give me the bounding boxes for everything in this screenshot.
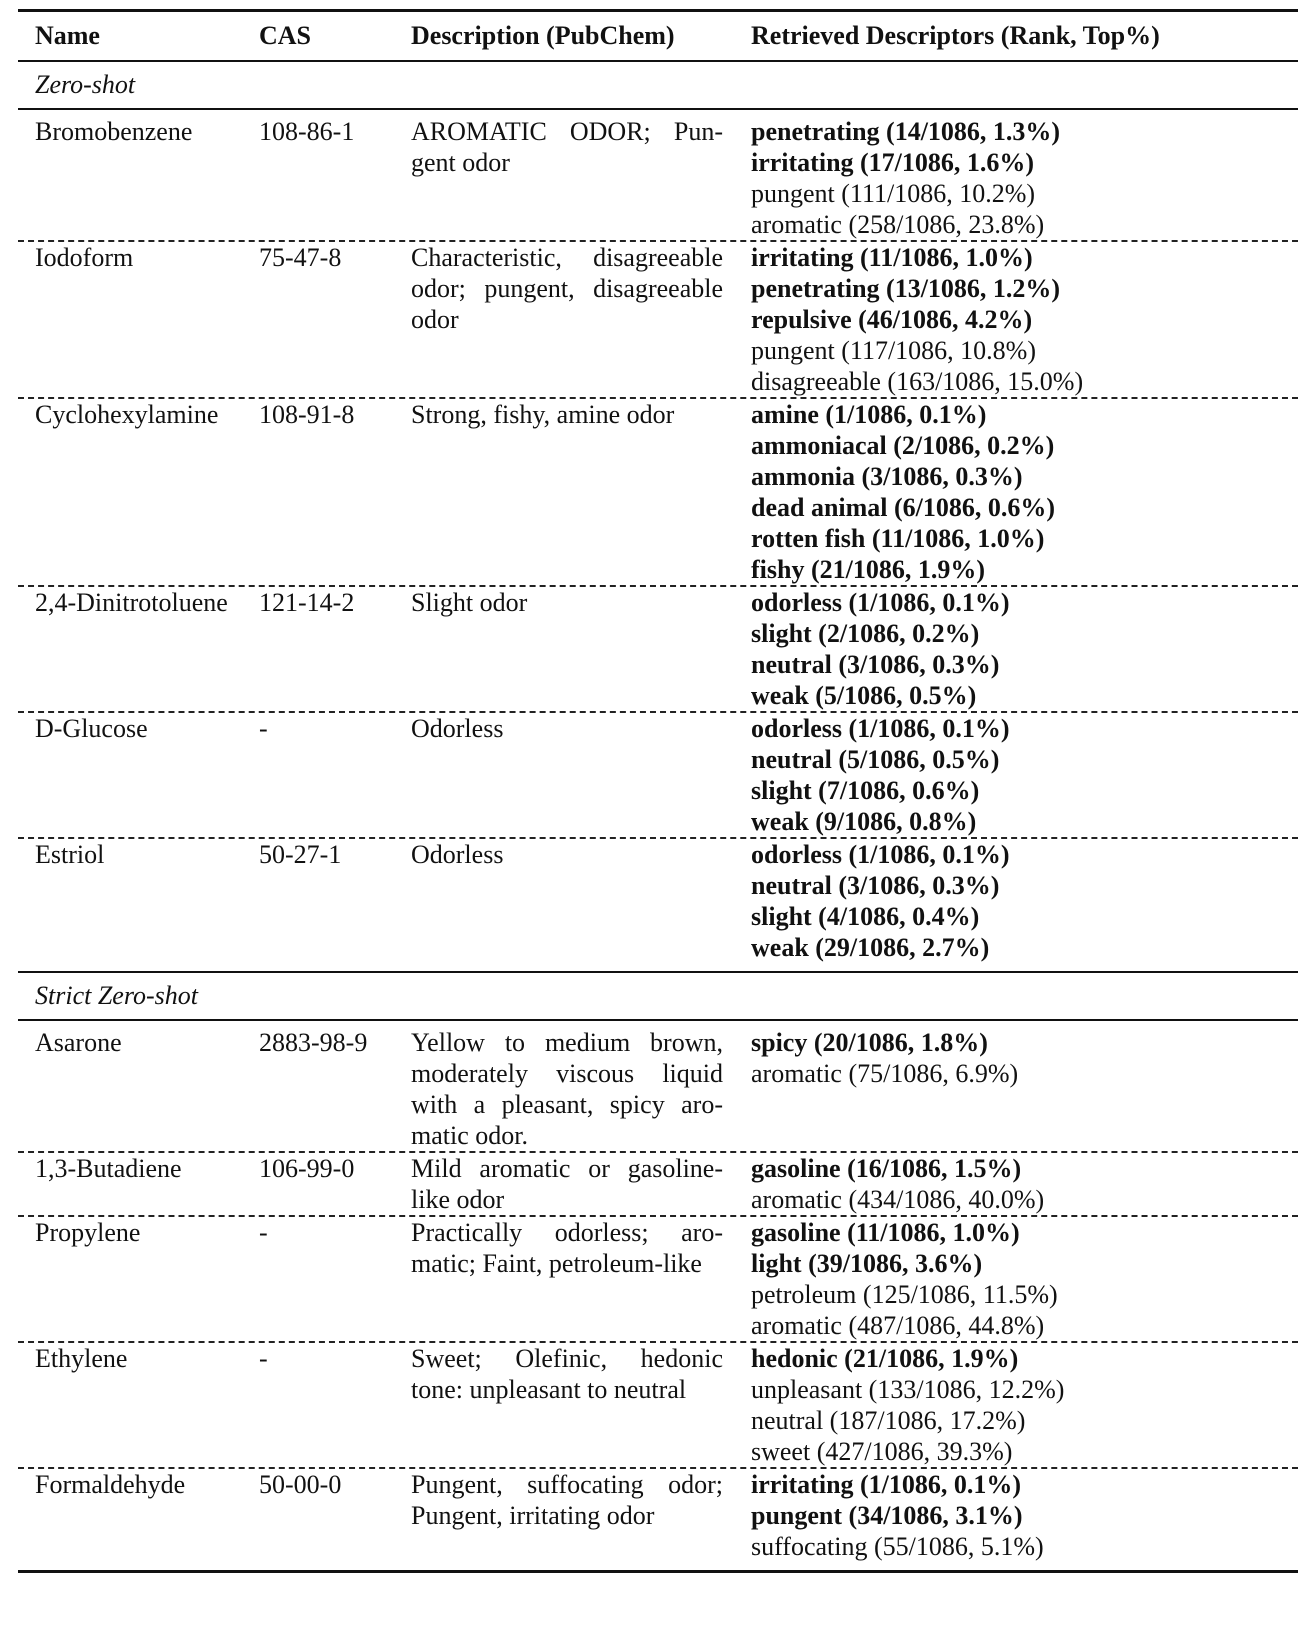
retrieved-descriptors [751,399,1298,585]
retrieved-descriptors [751,713,1298,837]
header-description: Description (PubChem) [411,21,675,50]
description-line: Characteristic, disagreeable [411,243,723,272]
descriptor-highlighted: penetrating (13/1086, 1.2%) [751,274,1061,303]
cas-number: 106-99-0 [259,1154,355,1183]
description-line: Slight odor [411,588,528,617]
descriptor: aromatic (487/1086, 44.8%) [751,1311,1045,1340]
description-line: gent odor [411,148,510,177]
cas-number: 108-91-8 [259,400,355,429]
cas-number: 108-86-1 [259,117,355,146]
compound-name: Propylene [35,1218,141,1247]
bottom-rule [18,1570,1298,1573]
descriptor-highlighted: neutral (3/1086, 0.3%) [751,650,1000,679]
retrieved-descriptors [751,1217,1298,1341]
descriptor: aromatic (434/1086, 40.0%) [751,1185,1045,1214]
compound-name: Iodoform [35,243,134,272]
description-line: moderately viscous liquid [411,1059,723,1088]
table-row [18,1215,1298,1341]
retrieved-descriptors [751,839,1298,963]
description [411,1343,751,1467]
description-line: Odorless [411,714,504,743]
table-row [18,837,1298,963]
description-line: odor; pungent, disagreeable [411,274,723,303]
table-row [18,397,1298,585]
descriptor: aromatic (75/1086, 6.9%) [751,1059,1019,1088]
description-line: like odor [411,1185,505,1214]
description-line: odor [411,305,459,334]
table-row [18,1341,1298,1467]
descriptor: aromatic (258/1086, 23.8%) [751,210,1045,239]
descriptor-highlighted: light (39/1086, 3.6%) [751,1249,983,1278]
descriptor-highlighted: slight (7/1086, 0.6%) [751,776,980,805]
table-row [18,110,1298,240]
descriptor-highlighted: odorless (1/1086, 0.1%) [751,714,1010,743]
compound-name: 2,4-Dinitrotoluene [35,588,228,617]
compound-name: Ethylene [35,1344,128,1373]
description [411,1217,751,1341]
descriptor-highlighted: irritating (1/1086, 0.1%) [751,1470,1022,1499]
descriptor: pungent (117/1086, 10.8%) [751,336,1036,365]
compound-name: 1,3-Butadiene [35,1154,182,1183]
descriptor-highlighted: pungent (34/1086, 3.1%) [751,1501,1023,1530]
descriptor-highlighted: spicy (20/1086, 1.8%) [751,1028,988,1057]
section-spacer [18,963,1298,971]
retrieved-descriptors [751,116,1298,240]
description [411,116,751,240]
descriptor-highlighted: fishy (21/1086, 1.9%) [751,555,985,584]
description-line: Odorless [411,840,504,869]
cas-number: 50-00-0 [259,1470,342,1499]
description-line: tone: unpleasant to neutral [411,1375,687,1404]
header-cas: CAS [259,21,312,50]
descriptor-highlighted: neutral (5/1086, 0.5%) [751,745,1000,774]
description [411,1153,751,1215]
compound-name: Asarone [35,1028,122,1057]
table-row [18,1021,1298,1151]
descriptor: neutral (187/1086, 17.2%) [751,1406,1026,1435]
retrieved-descriptors [751,1469,1298,1562]
descriptor-highlighted: weak (29/1086, 2.7%) [751,933,990,962]
description [411,587,751,711]
descriptor-highlighted: repulsive (46/1086, 4.2%) [751,305,1033,334]
description [411,1027,751,1151]
cas-number: - [259,1218,268,1247]
description-line: Sweet; Olefinic, hedonic [411,1344,723,1373]
cas-number: - [259,714,268,743]
table-row [18,240,1298,397]
retrieved-descriptors [751,1027,1298,1151]
descriptor-highlighted: ammonia (3/1086, 0.3%) [751,462,1023,491]
descriptor: sweet (427/1086, 39.3%) [751,1437,1013,1466]
descriptor: disagreeable (163/1086, 15.0%) [751,367,1084,396]
retrieved-descriptors [751,1153,1298,1215]
descriptor-highlighted: odorless (1/1086, 0.1%) [751,588,1010,617]
description-line: matic odor. [411,1121,528,1150]
description-line: matic; Faint, petroleum-like [411,1249,702,1278]
descriptor-highlighted: ammoniacal (2/1086, 0.2%) [751,431,1055,460]
cas-number: 2883-98-9 [259,1028,368,1057]
section-title: Zero-shot [35,70,136,99]
descriptor-highlighted: irritating (11/1086, 1.0%) [751,243,1033,272]
descriptor-highlighted: irritating (17/1086, 1.6%) [751,148,1035,177]
compound-name: Formaldehyde [35,1470,186,1499]
descriptor-highlighted: gasoline (11/1086, 1.0%) [751,1218,1020,1247]
compound-name: Estriol [35,840,105,869]
description-line: with a pleasant, spicy aro- [411,1090,723,1119]
odor-descriptor-table [18,9,1298,1573]
description [411,399,751,585]
retrieved-descriptors [751,587,1298,711]
header-retrieved: Retrieved Descriptors (Rank, Top%) [751,21,1160,50]
description-line: Mild aromatic or gasoline- [411,1154,723,1183]
description-line: Practically odorless; aro- [411,1218,723,1247]
descriptor: unpleasant (133/1086, 12.2%) [751,1375,1065,1404]
table-body [18,60,1298,1570]
description [411,839,751,963]
descriptor-highlighted: slight (4/1086, 0.4%) [751,902,980,931]
description-line: Pungent, suffocating odor; [411,1470,723,1499]
table-header [18,12,1298,60]
section-spacer [18,1562,1298,1570]
table-row [18,711,1298,837]
compound-name: Bromobenzene [35,117,193,146]
description [411,242,751,397]
descriptor-highlighted: odorless (1/1086, 0.1%) [751,840,1010,869]
description [411,713,751,837]
descriptor-highlighted: gasoline (16/1086, 1.5%) [751,1154,1022,1183]
header-name: Name [35,21,100,50]
descriptor: petroleum (125/1086, 11.5%) [751,1280,1058,1309]
descriptor-highlighted: penetrating (14/1086, 1.3%) [751,117,1061,146]
descriptor: pungent (111/1086, 10.2%) [751,179,1036,208]
table-row [18,585,1298,711]
descriptor-highlighted: rotten fish (11/1086, 1.0%) [751,524,1045,553]
cas-number: - [259,1344,268,1373]
cas-number: 121-14-2 [259,588,355,617]
descriptor-highlighted: weak (9/1086, 0.8%) [751,807,977,836]
descriptor-highlighted: slight (2/1086, 0.2%) [751,619,980,648]
cas-number: 75-47-8 [259,243,342,272]
descriptor-highlighted: amine (1/1086, 0.1%) [751,400,987,429]
descriptor-highlighted: neutral (3/1086, 0.3%) [751,871,1000,900]
descriptor: suffocating (55/1086, 5.1%) [751,1532,1044,1561]
description-line: AROMATIC ODOR; Pun- [411,117,723,146]
descriptor-highlighted: hedonic (21/1086, 1.9%) [751,1344,1019,1373]
description-line: Strong, fishy, amine odor [411,400,675,429]
cas-number: 50-27-1 [259,840,342,869]
description-line: Yellow to medium brown, [411,1028,723,1057]
retrieved-descriptors [751,1343,1298,1467]
descriptor-highlighted: dead animal (6/1086, 0.6%) [751,493,1056,522]
compound-name: D-Glucose [35,714,148,743]
compound-name: Cyclohexylamine [35,400,219,429]
descriptor-highlighted: weak (5/1086, 0.5%) [751,681,977,710]
table-row [18,1467,1298,1562]
description-line: Pungent, irritating odor [411,1501,655,1530]
table-row [18,1151,1298,1215]
description [411,1469,751,1562]
retrieved-descriptors [751,242,1298,397]
section-title: Strict Zero-shot [35,981,198,1010]
